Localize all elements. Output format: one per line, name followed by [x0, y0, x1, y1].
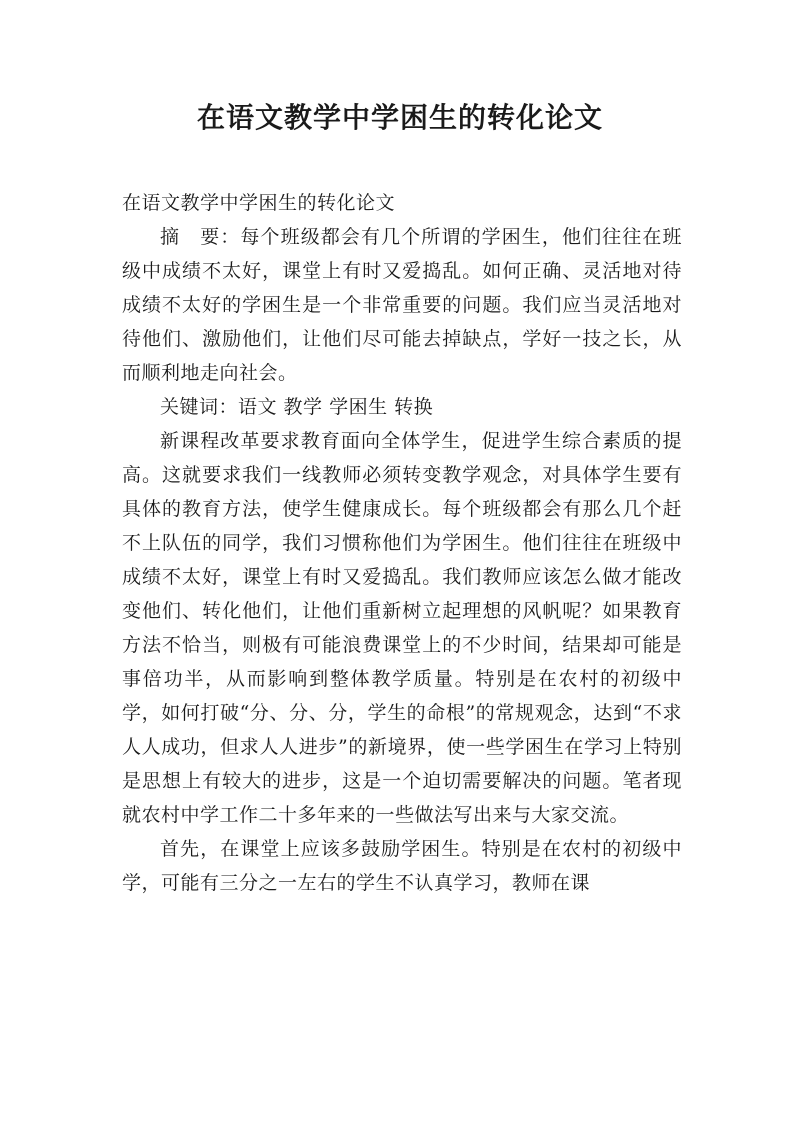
document-body: [122, 186, 682, 900]
subtitle-line: 在语文教学中学困生的转化论文: [122, 192, 396, 214]
keywords-line: 关键词：语文 教学 学困生 转换: [160, 396, 434, 418]
page-title: 在语文教学中学困生的转化论文: [196, 101, 603, 134]
abstract-paragraph: 摘 要：每个班级都会有几个所谓的学困生，他们往往在班级中成绩不太好，课堂上有时又爱捣乱。如何正确、灵活地对待成绩不太好的学困生是一个非常重要的问题。我们应当灵活地对待他们、激励他们，让他们尽可能去掉缺点，学好一技之长，从而顺利地走向社会。: [122, 226, 682, 384]
body-paragraph: 首先，在课堂上应该多鼓励学困生。特别是在农村的初级中学，可能有三分之一左右的学生不认真学习，教师在课: [122, 838, 682, 894]
body-paragraph: 新课程改革要求教育面向全体学生，促进学生综合素质的提高。这就要求我们一线教师必须转变教学观念，对具体学生要有具体的教育方法，使学生健康成长。每个班级都会有那么几个赶不上队伍的同学，我们习惯称他们为学困生。他们往往在班级中成绩不太好，课堂上有时又爱捣乱。我们教师应该怎么做才能改变他们、转化他们，让他们重新树立起理想的风帆呢？如果教育方法不恰当，则极有可能浪费课堂上的不少时间，结果却可能是事倍功半，从而影响到整体教学质量。特别是在农村的初级中学，如何打破“分、分、分，学生的命根”的常规观念，达到“不求人人成功，但求人人进步”的新境界，使一些学困生在学习上特别是思想上有较大的进步，这是一个迫切需要解决的问题。笔者现就农村中学工作二十多年来的一些做法写出来与大家交流。: [122, 430, 682, 826]
